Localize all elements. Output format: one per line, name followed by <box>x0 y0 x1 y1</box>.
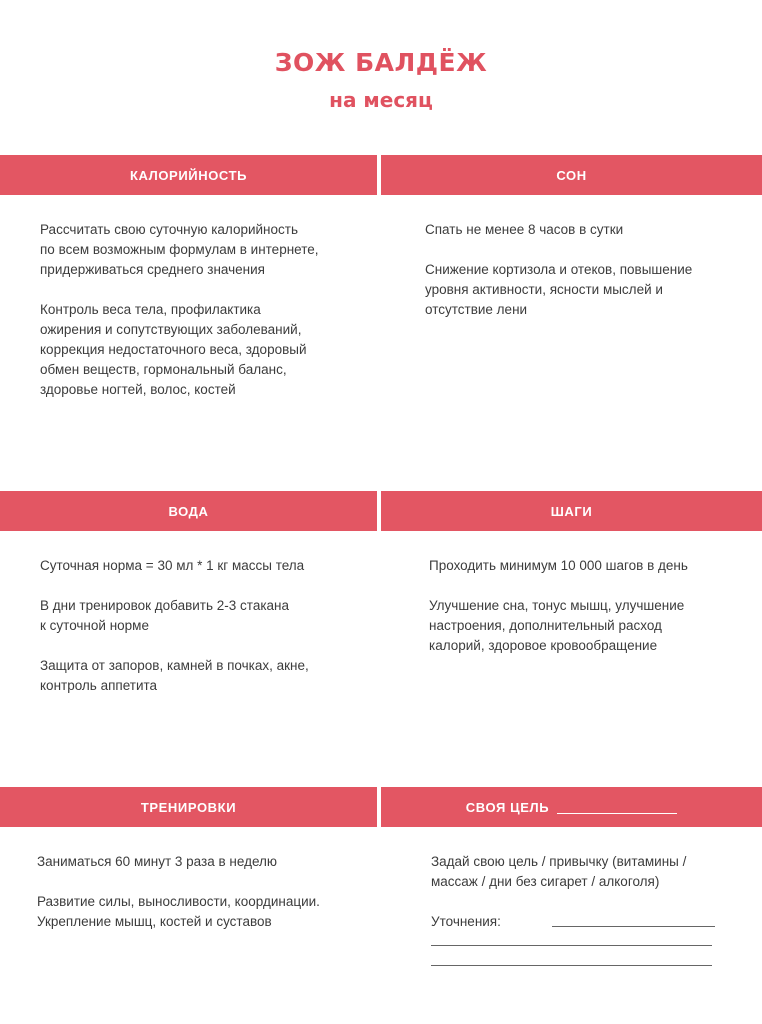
steps-text-1: Проходить минимум 10 000 шагов в день <box>429 558 688 573</box>
water-text-2: В дни тренировок добавить 2-3 стакана к суточной норме <box>40 598 289 633</box>
calories-header <box>0 155 377 195</box>
water-header <box>0 491 377 531</box>
clarification-line-1 <box>552 926 715 927</box>
goal-header <box>381 787 762 827</box>
goal-text-1: Задай свою цель / привычку (витамины / массаж / дни без сигарет / алкоголя) <box>431 854 687 889</box>
calories-heading: КАЛОРИЙНОСТЬ <box>129 167 248 183</box>
steps-text-2: Улучшение сна, тонус мышц, улучшение настроения, дополнительный расход калорий, здоровое кровообращение <box>429 598 685 653</box>
clarifications-label: Уточнения: <box>431 914 501 929</box>
training-text-1: Заниматься 60 минут 3 раза в неделю <box>37 854 278 869</box>
water-text-3: Защита от запоров, камней в почках, акне, контроль аппетита <box>40 658 309 693</box>
water-heading: ВОДА <box>168 503 209 519</box>
water-text-1: Суточная норма = 30 мл * 1 кг массы тела <box>40 558 305 573</box>
sleep-text-2: Снижение кортизола и отеков, повышение уровня активности, ясности мыслей и отсутствие лени <box>425 262 693 317</box>
steps-content <box>429 556 749 676</box>
water-content <box>40 556 370 716</box>
goal-content <box>431 852 751 912</box>
title-main: ЗОЖ БАЛДЁЖ <box>274 48 488 77</box>
training-content <box>37 852 372 952</box>
steps-header <box>381 491 762 531</box>
training-text-2: Развитие силы, выносливости, координации. Укрепление мышц, костей и суставов <box>37 894 320 929</box>
training-heading: ТРЕНИРОВКИ <box>140 799 237 815</box>
calories-content <box>40 220 370 420</box>
calories-text-1: Рассчитать свою суточную калорийность по всем возможным формулам в интернете, придерживаться среднего значения <box>40 222 319 277</box>
goal-fill-line <box>557 801 677 814</box>
clarification-line-2 <box>431 945 712 946</box>
clarification-line-3 <box>431 965 712 966</box>
page-title <box>0 48 762 114</box>
calories-text-2: Контроль веса тела, профилактика ожирения и сопутствующих заболеваний, коррекция недостаточного веса, здоровый обмен веществ, гормональный баланс, здоровье ногтей, волос, костей <box>40 302 307 397</box>
sleep-header <box>381 155 762 195</box>
title-sub: на месяц <box>329 88 433 112</box>
goal-heading: СВОЯ ЦЕЛЬ <box>465 799 550 815</box>
steps-heading: ШАГИ <box>550 503 593 519</box>
sleep-heading: СОН <box>556 167 587 183</box>
training-header <box>0 787 377 827</box>
sleep-text-1: Спать не менее 8 часов в сутки <box>425 222 624 237</box>
sleep-content <box>425 220 745 340</box>
